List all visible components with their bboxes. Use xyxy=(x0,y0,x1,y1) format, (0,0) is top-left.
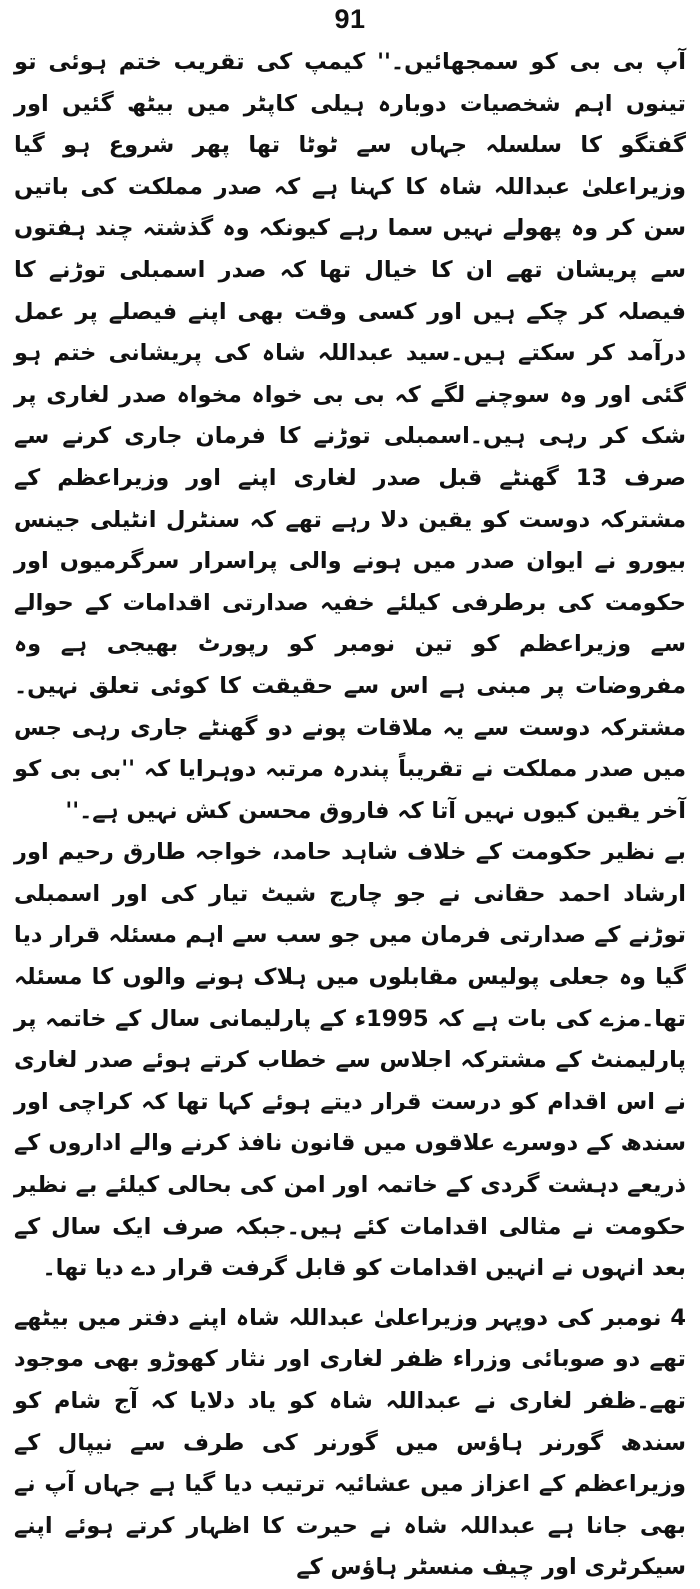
paragraph-2: بے نظیر حکومت کے خلاف شاہد حامد، خواجہ طارق رحیم اور ارشاد احمد حقانی نے جو چارج شیٹ تیار کی اور اسمبلی توڑنے کے صدارتی فرمان میں جو سب سے اہم مسئلہ قرار دیا گیا وہ جعلی پولیس مقابلوں میں ہلاک ہونے والوں کا مسئلہ تھا۔مزے کی بات ہے کہ 1995ء کے پارلیمانی سال کے خاتمہ پر پارلیمنٹ کے مشترکہ اجلاس سے خطاب کرتے ہوئے صدر لغاری نے اس اقدام کو درست قرار دیتے ہوئے کہا تھا کہ کراچی اور سندھ کے دوسرے علاقوں میں قانون نافذ کرنے والے اداروں کے ذریعے دہشت گردی کے خاتمہ اور امن کی بحالی کیلئے بے نظیر حکومت نے مثالی اقدامات کئے ہیں۔جبکہ صرف ایک سال کے بعد انہوں نے انہیں اقدامات کو قابل گرفت قرار دے دیا تھا۔ xyxy=(14,839,686,1282)
page-number: 91 xyxy=(334,4,366,34)
paragraph-3: 4 نومبر کی دوپہر وزیراعلیٰ عبداللہ شاہ اپنے دفتر میں بیٹھے تھے دو صوبائی وزراء ظفر لغاری اور نثار کھوڑو بھی موجود تھے۔ظفر لغاری نے عبداللہ شاہ کو یاد دلایا کہ آج شام کو سندھ گورنر ہاؤس میں گورنر کی طرف سے نیپال کے وزیراعظم کے اعزاز میں عشائیہ ترتیب دیا گیا ہے جہاں آپ نے بھی جانا ہے عبداللہ شاہ نے حیرت کا اظہار کرتے ہوئے اپنے سیکرٹری اور چیف منسٹر ہاؤس کے xyxy=(14,1304,686,1581)
paragraph-1: آپ بی بی کو سمجھائیں۔'' کیمپ کی تقریب ختم ہوئی تو تینوں اہم شخصیات دوبارہ ہیلی کاپٹر میں بیٹھ گئیں اور گفتگو کا سلسلہ جہاں سے ٹوٹا تھا پھر شروع ہو گیا وزیراعلیٰ عبداللہ شاہ کا کہنا ہے کہ صدر مملکت کی باتیں سن کر وہ پھولے نہیں سما رہے کیونکہ وہ گذشتہ چند ہفتوں سے پریشان تھے ان کا خیال تھا کہ صدر اسمبلی توڑنے کا فیصلہ کر چکے ہیں اور کسی وقت بھی اپنے فیصلے پر عمل درآمد کر سکتے ہیں۔سید عبداللہ شاہ کی پریشانی ختم ہو گئی اور وہ سوچنے لگے کہ بی بی خواہ مخواہ صدر لغاری پر شک کر رہی ہیں۔اسمبلی توڑنے کا فرمان جاری کرنے سے صرف 13 گھنٹے قبل صدر لغاری اپنے اور وزیراعظم کے مشترکہ دوست کو یقین دلا رہے تھے کہ سنٹرل انٹیلی جینس بیورو نے ایوان صدر میں ہونے والی پراسرار سرگرمیوں اور حکومت کی برطرفی کیلئے خفیہ صدارتی اقدامات کے حوالے سے وزیراعظم کو تین نومبر کو رپورٹ بھیجی ہے وہ مفروضات پر مبنی ہے اس سے حقیقت کا کوئی تعلق نہیں۔ مشترکہ دوست سے یہ ملاقات پونے دو گھنٹے جاری رہی جس میں صدر مملکت نے تقریباً پندرہ مرتبہ دوہرایا کہ ''بی بی کو آخر یقین کیوں نہیں آتا کہ فاروق محسن کش نہیں ہے۔'' xyxy=(14,49,686,824)
body-text xyxy=(14,42,686,1589)
